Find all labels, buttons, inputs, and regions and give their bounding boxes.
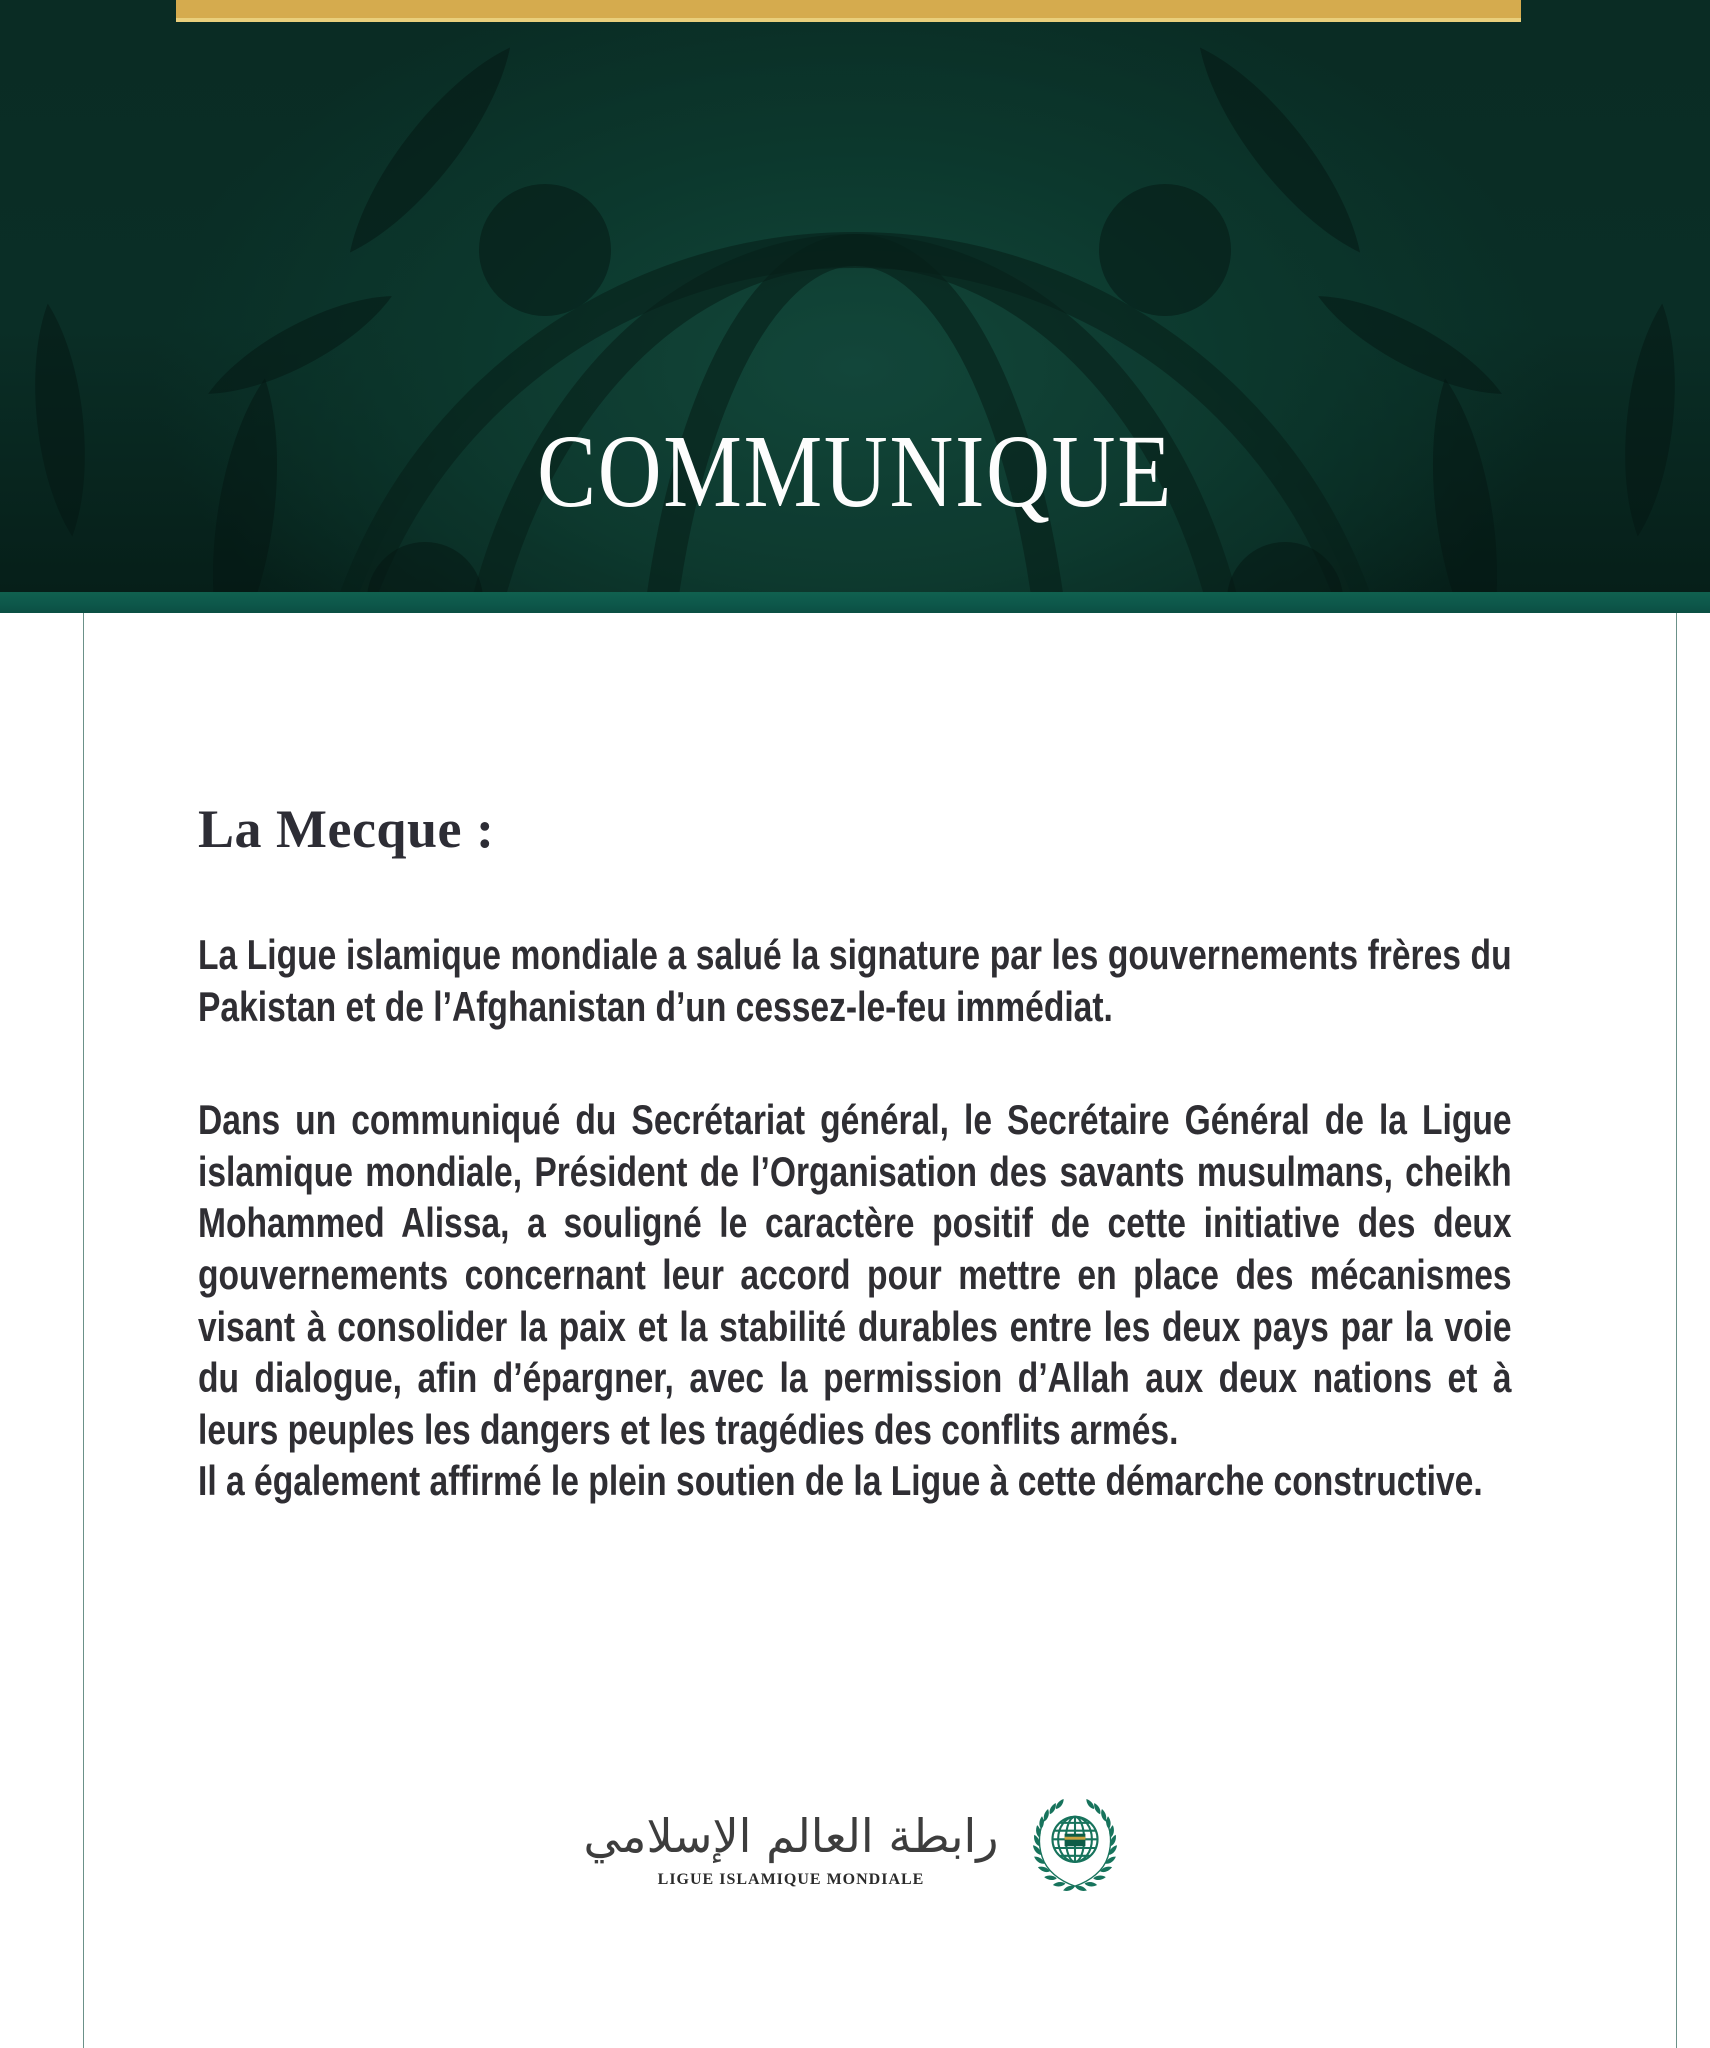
mwl-logo-french-name: LIGUE ISLAMIQUE MONDIALE (657, 1870, 925, 1888)
paragraphs (198, 929, 1512, 1507)
paragraph-1: La Ligue islamique mondiale a salué la signature par les gouvernements frères du Pakistan et de l’Afghanistan d’un cessez-le-feu immédiat. (198, 931, 1512, 1030)
globe-wreath-emblem-icon (1023, 1796, 1127, 1900)
header-banner (0, 0, 1710, 592)
paragraph-3: Il a également affirmé le plein soutien de la Ligue à cette démarche constructive. (198, 1457, 1483, 1505)
mwl-logo (0, 1796, 1710, 1900)
teal-divider-band (0, 592, 1710, 613)
paragraph-2: Dans un communiqué du Secrétariat général, le Secrétaire Général de la Ligue islamique mondiale, Président de l’Organisation des savants musulmans, cheikh Mohammed Alissa, a souligné le caractère positif de cette initiative des deux gouvernements concernant leur accord pour mettre en place des mécanismes visant à consolider la paix et la stabilité durables entre les deux pays par la voie du dialogue, afin d’épargner, avec la permission d’Allah aux deux nations et à leurs peuples les dangers et les tragédies des conflits armés. (198, 1096, 1512, 1453)
communique-title: COMMUNIQUE (537, 414, 1173, 529)
mwl-logo-arabic-name: رابطة العالم الإسلامي (583, 1809, 999, 1864)
kaaba-icon (1064, 1834, 1085, 1847)
gold-accent-bar (176, 0, 1521, 22)
location-heading: La Mecque : (198, 799, 495, 859)
mwl-logo-text (583, 1807, 998, 1889)
